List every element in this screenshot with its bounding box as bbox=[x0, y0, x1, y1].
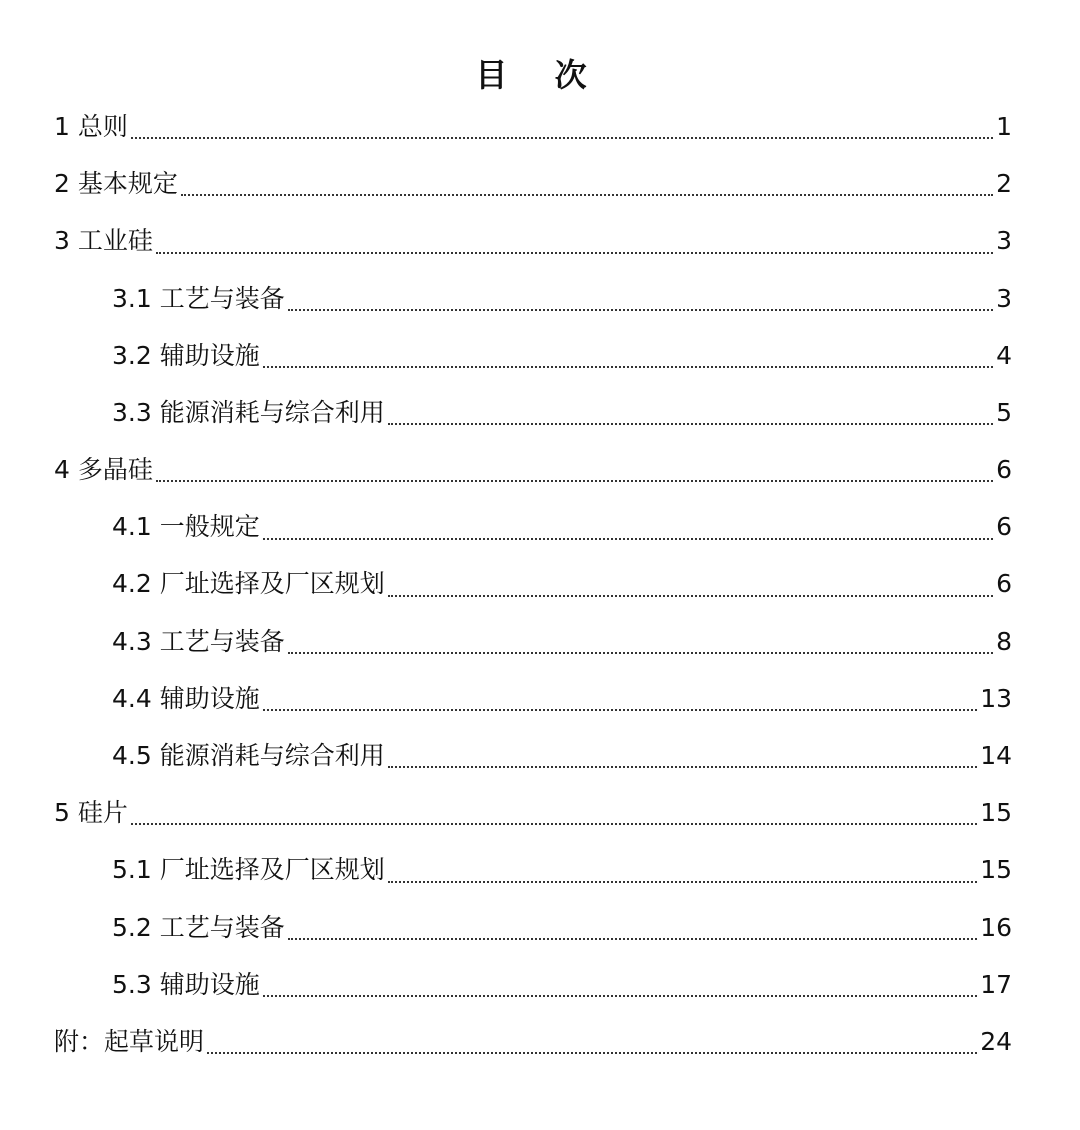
dot-leader bbox=[388, 881, 977, 883]
toc-entry-page: 1 bbox=[996, 111, 1012, 141]
toc-entry-page: 5 bbox=[996, 397, 1012, 427]
toc-subentry[interactable] bbox=[54, 727, 1012, 784]
toc-subentry[interactable] bbox=[54, 556, 1012, 613]
toc-entry-label: 3.3 能源消耗与综合利用 bbox=[112, 397, 385, 427]
toc-entry-page: 15 bbox=[980, 855, 1012, 885]
dot-leader bbox=[288, 309, 993, 311]
toc-entry-page: 4 bbox=[996, 340, 1012, 370]
toc-entry-label: 3 工业硅 bbox=[54, 226, 153, 256]
toc-entry[interactable] bbox=[54, 1013, 1012, 1070]
toc-entry[interactable] bbox=[54, 98, 1012, 155]
toc-entry-page: 24 bbox=[980, 1026, 1012, 1056]
toc-subentry[interactable] bbox=[54, 670, 1012, 727]
dot-leader bbox=[181, 194, 993, 196]
toc-entry-label: 4.5 能源消耗与综合利用 bbox=[112, 741, 385, 771]
toc-entry-page: 16 bbox=[980, 912, 1012, 942]
toc-subentry[interactable] bbox=[54, 899, 1012, 956]
toc-entry-label: 4.2 厂址选择及厂区规划 bbox=[112, 569, 385, 599]
dot-leader bbox=[131, 823, 977, 825]
toc-list bbox=[54, 98, 1012, 1070]
dot-leader bbox=[156, 252, 993, 254]
dot-leader bbox=[388, 595, 993, 597]
toc-entry-label: 5.1 厂址选择及厂区规划 bbox=[112, 855, 385, 885]
toc-entry-label: 附：起草说明 bbox=[54, 1026, 205, 1056]
dot-leader bbox=[156, 480, 993, 482]
toc-entry-page: 3 bbox=[996, 283, 1012, 313]
dot-leader bbox=[207, 1052, 977, 1054]
toc-entry-label: 3.1 工艺与装备 bbox=[112, 283, 285, 313]
toc-entry-label: 4.4 辅助设施 bbox=[112, 683, 260, 713]
toc-subentry[interactable] bbox=[54, 270, 1012, 327]
dot-leader bbox=[388, 423, 993, 425]
toc-subentry[interactable] bbox=[54, 841, 1012, 898]
toc-entry-label: 4 多晶硅 bbox=[54, 455, 153, 485]
toc-entry-label: 3.2 辅助设施 bbox=[112, 340, 260, 370]
toc-entry-label: 4.1 一般规定 bbox=[112, 512, 260, 542]
toc-entry-page: 8 bbox=[996, 626, 1012, 656]
dot-leader bbox=[263, 366, 993, 368]
toc-entry-page: 2 bbox=[996, 169, 1012, 199]
toc-entry-label: 4.3 工艺与装备 bbox=[112, 626, 285, 656]
toc-subentry[interactable] bbox=[54, 956, 1012, 1013]
toc-subentry[interactable] bbox=[54, 327, 1012, 384]
toc-subentry[interactable] bbox=[54, 613, 1012, 670]
dot-leader bbox=[263, 995, 977, 997]
toc-entry-label: 5.2 工艺与装备 bbox=[112, 912, 285, 942]
page-title: 目 次 bbox=[475, 56, 605, 95]
dot-leader bbox=[288, 938, 977, 940]
toc-entry-label: 2 基本规定 bbox=[54, 169, 178, 199]
toc-entry[interactable] bbox=[54, 784, 1012, 841]
toc-entry[interactable] bbox=[54, 155, 1012, 212]
toc-entry-page: 15 bbox=[980, 798, 1012, 828]
toc-entry-page: 6 bbox=[996, 512, 1012, 542]
toc-entry-label: 1 总则 bbox=[54, 111, 128, 141]
toc-entry-page: 14 bbox=[980, 741, 1012, 771]
toc-entry[interactable] bbox=[54, 212, 1012, 269]
toc-entry-label: 5.3 辅助设施 bbox=[112, 969, 260, 999]
toc-entry-page: 17 bbox=[980, 969, 1012, 999]
toc-subentry[interactable] bbox=[54, 384, 1012, 441]
toc-entry-page: 6 bbox=[996, 455, 1012, 485]
dot-leader bbox=[131, 137, 993, 139]
dot-leader bbox=[263, 538, 993, 540]
toc-entry-label: 5 硅片 bbox=[54, 798, 128, 828]
toc-entry-page: 3 bbox=[996, 226, 1012, 256]
toc-entry[interactable] bbox=[54, 441, 1012, 498]
dot-leader bbox=[263, 709, 977, 711]
dot-leader bbox=[388, 766, 977, 768]
toc-entry-page: 13 bbox=[980, 683, 1012, 713]
dot-leader bbox=[288, 652, 993, 654]
toc-entry-page: 6 bbox=[996, 569, 1012, 599]
toc-subentry[interactable] bbox=[54, 498, 1012, 555]
